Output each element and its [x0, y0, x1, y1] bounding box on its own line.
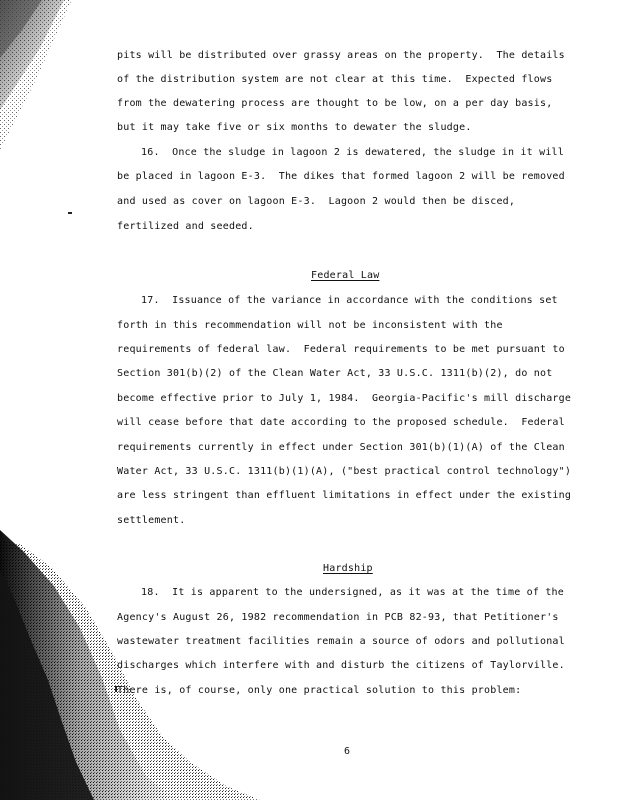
body-line: There is, of course, only one practical solution to this problem: [117, 685, 522, 696]
body-line: Agency's August 26, 1982 recommendation in PCB 82-93, that Petitioner's [117, 612, 559, 623]
body-line: requirements currently in effect under Section 301(b)(1)(A) of the Clean [117, 442, 565, 453]
body-line: and used as cover on lagoon E-3. Lagoon 2 would then be disced, [117, 196, 516, 207]
body-line: will cease before that date according to the proposed schedule. Federal [117, 417, 565, 428]
body-line: but it may take five or six months to dewater the sludge. [117, 122, 472, 133]
section-heading-hardship: Hardship [323, 563, 373, 574]
body-line: Section 301(b)(2) of the Clean Water Act, 33 U.S.C. 1311(b)(2), do not [117, 368, 553, 379]
body-line: are less stringent than effluent limitations in effect under the existing [117, 490, 572, 501]
paragraph-18-first-line: 18. It is apparent to the undersigned, as it was at the time of the [141, 587, 564, 598]
paragraph-17-first-line: 17. Issuance of the variance in accordance with the conditions set [141, 295, 558, 306]
body-line: settlement. [117, 515, 186, 526]
body-line: requirements of federal law. Federal requirements to be met pursuant to [117, 344, 565, 355]
body-line: from the dewatering process are thought to be low, on a per day basis, [117, 98, 553, 109]
page-number: 6 [344, 746, 351, 757]
body-line: wastewater treatment facilities remain a source of odors and pollutional [117, 636, 565, 647]
paragraph-16-first-line: 16. Once the sludge in lagoon 2 is dewatered, the sludge in it will [141, 147, 564, 158]
scan-shadow-bottom-left [0, 500, 260, 800]
body-line: forth in this recommendation will not be inconsistent with the [117, 320, 503, 331]
body-line: Water Act, 33 U.S.C. 1311(b)(1)(A), ("best practical control technology") [117, 466, 572, 477]
body-line: pits will be distributed over grassy areas on the property. The details [117, 50, 565, 61]
margin-mark [68, 212, 72, 214]
section-heading-federal-law: Federal Law [311, 270, 380, 281]
body-line: fertilized and seeded. [117, 221, 254, 232]
body-line: of the distribution system are not clear at this time. Expected flows [117, 74, 553, 85]
body-line: discharges which interfere with and disturb the citizens of Taylorville. [117, 660, 565, 671]
body-line: be placed in lagoon E-3. The dikes that formed lagoon 2 will be removed [117, 171, 565, 182]
body-line: become effective prior to July 1, 1984. Georgia-Pacific's mill discharge [117, 393, 572, 404]
